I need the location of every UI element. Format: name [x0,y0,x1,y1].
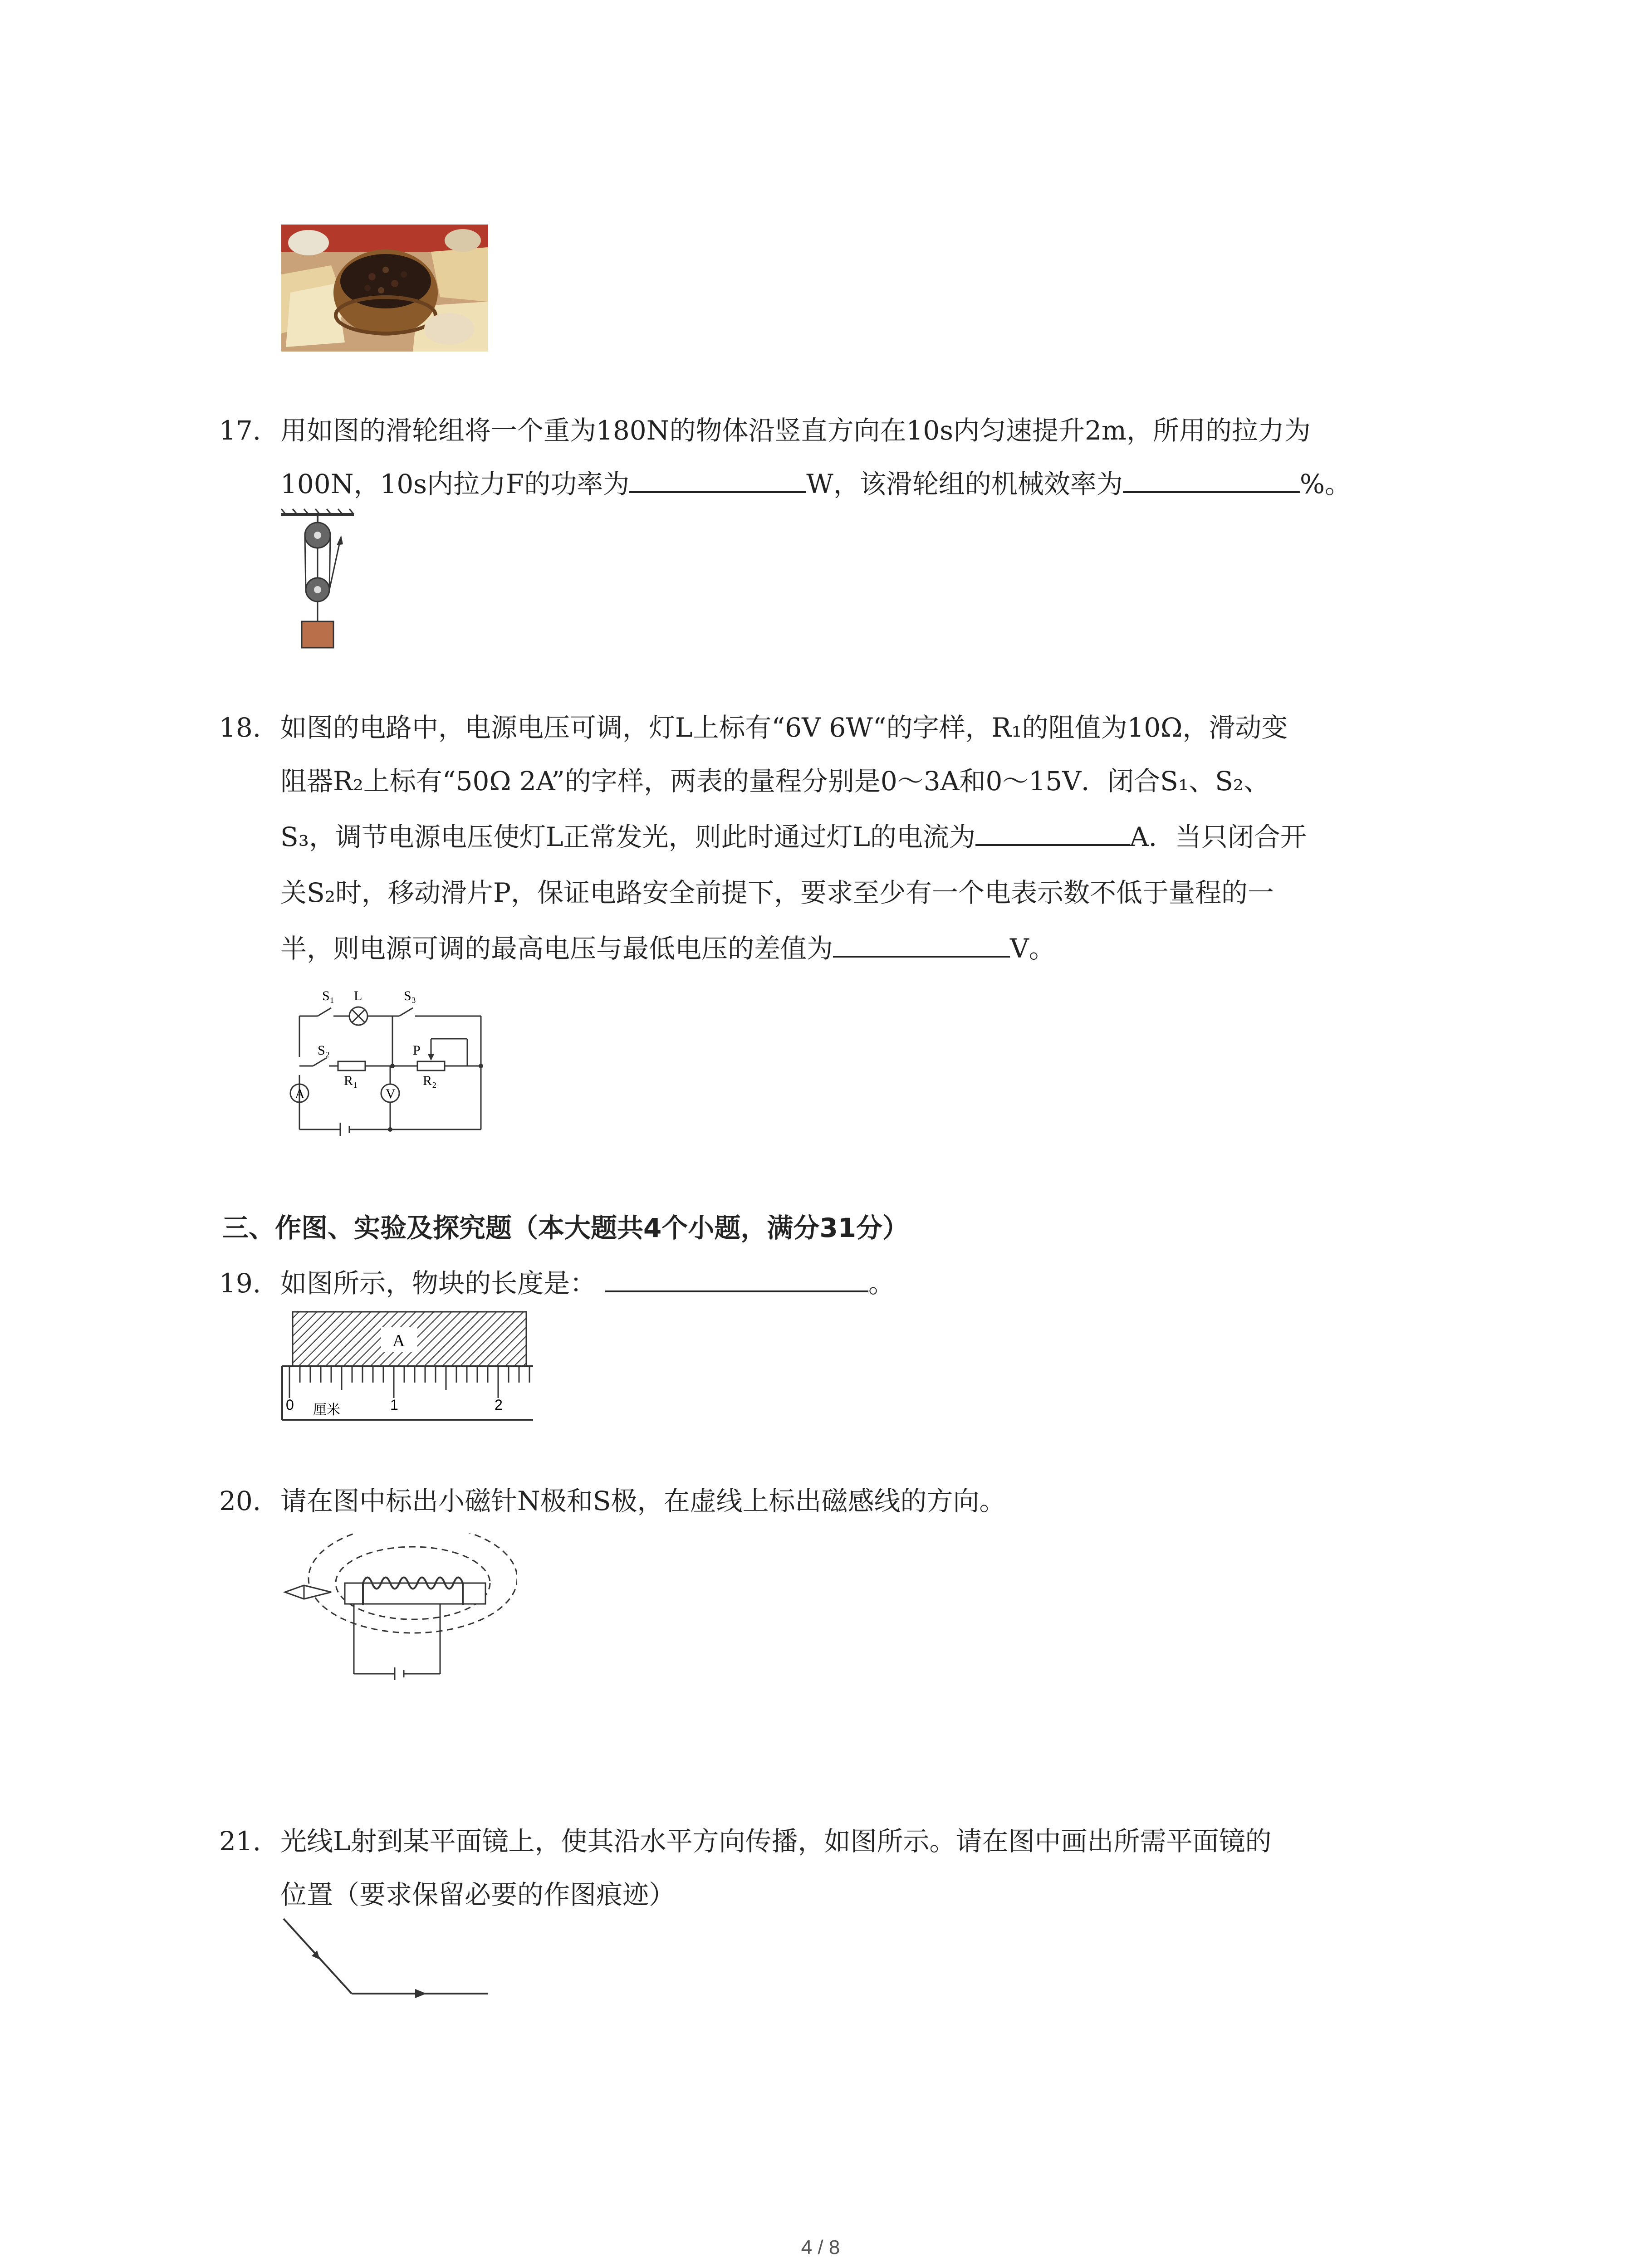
question-number: 18. [219,712,261,743]
section-heading: 三、作图、实验及探究题（本大题共4个小题，满分31分） [222,1212,909,1243]
question-text: V。 [1010,933,1055,964]
ammeter-label: A [295,1086,305,1101]
ruler-tick-label-0: 0 [286,1397,294,1413]
question-number: 17. [219,415,261,446]
question-21 [219,1814,1447,1921]
question-19 [219,1256,1447,1310]
ruler-unit-label: 厘米 [313,1402,340,1418]
answer-blank[interactable] [975,817,1130,846]
question-text: 。 [868,1268,895,1299]
resistor-r1-label: R₁ [344,1073,358,1088]
answer-blank[interactable] [833,929,1010,958]
question-text: 半，则电源可调的最高电压与最低电压的差值为 [280,933,833,964]
question-text: 如图的电路中，电源电压可调，灯L上标有“6V 6W“的字样，R₁的阻值为10Ω，滑动变 [280,712,1288,743]
resistor-r2-label: R₂ [423,1073,437,1088]
question-text: %。 [1299,469,1352,499]
food-photo [281,225,488,352]
question-number: 20. [219,1486,261,1516]
answer-blank[interactable] [1123,464,1300,493]
question-text: 100N，10s内拉力F的功率为 [280,469,630,499]
question-text: W，该滑轮组的机械效率为 [806,469,1123,499]
ruler-tick-label-1: 1 [390,1397,398,1413]
question-text: 用如图的滑轮组将一个重为180N的物体沿竖直方向在10s内匀速提升2m，所用的拉力为 [280,415,1311,446]
question-text: 关S₂时，移动滑片P，保证电路安全前提下，要求至少有一个电表示数不低于量程的一 [280,877,1274,908]
voltmeter-label: V [386,1086,396,1101]
question-number: 21. [219,1826,261,1857]
switch-s3-label: S₃ [404,988,416,1003]
pulley-diagram [272,508,363,653]
block-label: A [392,1331,405,1350]
slider-p-label: P [413,1043,421,1058]
ruler-diagram [281,1311,535,1429]
question-number: 19. [219,1268,261,1299]
switch-s1-label: S₁ [322,988,335,1003]
ruler-tick-label-2: 2 [495,1397,503,1413]
solenoid-diagram [281,1533,517,1696]
question-17 [219,404,1447,511]
question-18 [219,701,1447,978]
question-text: 阻器R₂上标有“50Ω 2A”的字样，两表的量程分别是0～3A和0～15V．闭合S₁、S₂、 [280,766,1270,797]
question-text: 请在图中标出小磁针N极和S极，在虚线上标出磁感线的方向。 [280,1486,1006,1516]
question-20 [219,1474,1447,1528]
question-text: 位置（要求保留必要的作图痕迹） [280,1879,676,1910]
lamp-label: L [354,988,362,1003]
answer-blank[interactable] [629,464,806,493]
question-text: A．当只闭合开 [1130,821,1307,852]
question-text: 光线L射到某平面镜上，使其沿水平方向传播，如图所示。请在图中画出所需平面镜的 [280,1826,1272,1857]
circuit-diagram [277,980,490,1152]
answer-blank[interactable] [605,1263,868,1292]
page-number: 4 / 8 [801,2236,840,2258]
switch-s2-label: S₂ [318,1043,330,1058]
question-text: 如图所示，物块的长度是： [280,1268,597,1299]
light-ray-diagram [279,1914,492,2005]
question-text: S₃，调节电源电压使灯L正常发光，则此时通过灯L的电流为 [280,821,976,852]
